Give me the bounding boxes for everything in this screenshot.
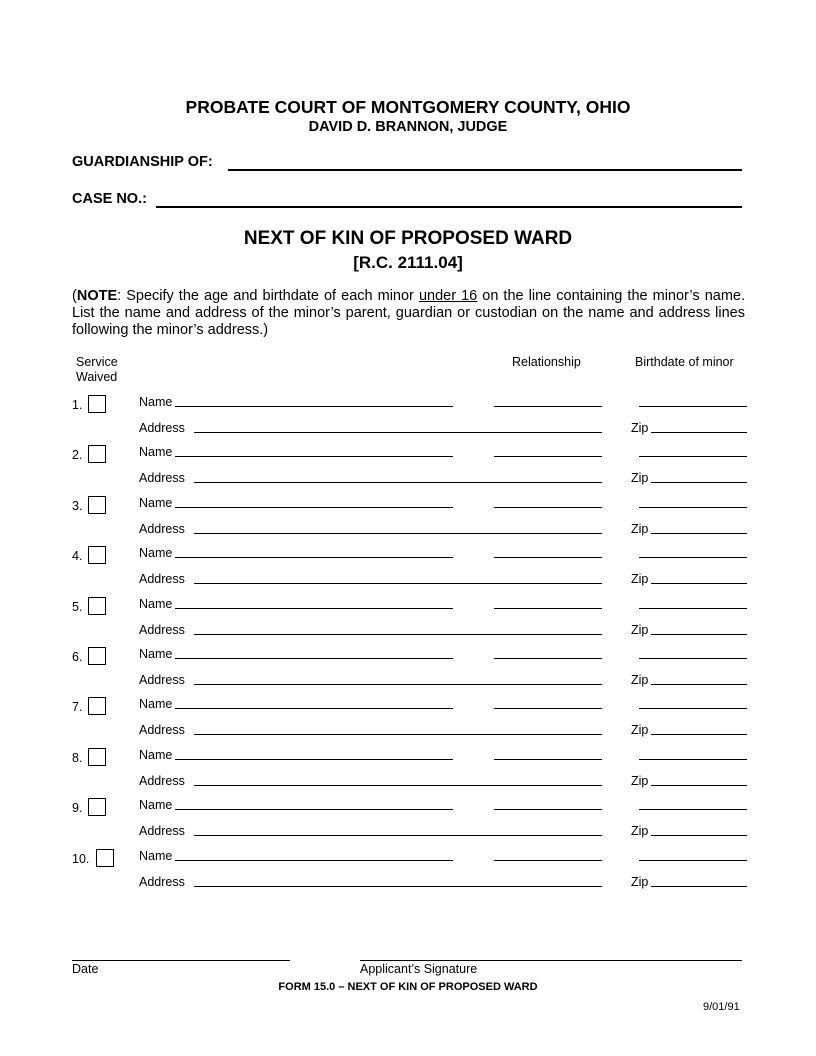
zip-input-line[interactable] [651, 734, 747, 735]
name-label: Name [139, 747, 173, 762]
name-label: Name [139, 596, 173, 611]
zip-input-line[interactable] [651, 835, 747, 836]
address-input-line[interactable] [194, 886, 602, 887]
judge-name: DAVID D. BRANNON, JUDGE [308, 119, 508, 135]
relationship-input-line[interactable] [494, 708, 602, 709]
address-label: Address [139, 421, 185, 435]
birthdate-input-line[interactable] [639, 608, 747, 609]
instructions-note: (NOTE: Specify the age and birthdate of each minor under 16 on the line containing the minor’s name. List the name and address of the minor’s parent, guardian or custodian on the name and address lines following the minor’s address.) [72, 288, 745, 338]
service-waived-header: Service Waived [76, 355, 118, 384]
name-label: Name [139, 395, 173, 409]
zip-input-line[interactable] [651, 583, 747, 584]
address-label: Address [139, 723, 185, 738]
name-input-line[interactable] [175, 759, 453, 760]
address-label: Address [139, 773, 185, 788]
form-identifier: FORM 15.0 – NEXT OF KIN OF PROPOSED WARD [278, 981, 538, 993]
relationship-input-line[interactable] [494, 557, 602, 558]
case-number-label: CASE NO.: [72, 191, 147, 207]
zip-input-line[interactable] [651, 432, 747, 433]
statute-citation: [R.C. 2111.04] [353, 253, 463, 272]
birthdate-input-line[interactable] [639, 507, 747, 508]
date-line[interactable] [72, 960, 290, 961]
revision-date: 9/01/91 [703, 1001, 740, 1013]
zip-input-line[interactable] [651, 886, 747, 887]
entry-number: 7. [72, 700, 83, 715]
address-input-line[interactable] [194, 785, 602, 786]
birthdate-input-line[interactable] [639, 658, 747, 659]
service-waived-checkbox[interactable] [88, 647, 106, 665]
name-input-line[interactable] [175, 608, 453, 609]
birthdate-input-line[interactable] [639, 708, 747, 709]
signature-label: Applicant’s Signature [360, 962, 478, 976]
address-input-line[interactable] [194, 432, 602, 433]
name-label: Name [139, 495, 173, 510]
entry-number: 1. [72, 398, 83, 412]
birthdate-input-line[interactable] [639, 860, 747, 861]
address-label: Address [139, 874, 185, 889]
service-waived-checkbox[interactable] [88, 496, 106, 514]
birthdate-input-line[interactable] [639, 809, 747, 810]
zip-label: Zip [631, 572, 649, 587]
entry-number: 10. [72, 851, 90, 866]
service-waived-checkbox[interactable] [96, 849, 114, 867]
relationship-input-line[interactable] [494, 507, 602, 508]
birthdate-header: Birthdate of minor [635, 355, 734, 369]
relationship-input-line[interactable] [494, 759, 602, 760]
relationship-input-line[interactable] [494, 456, 602, 457]
relationship-input-line[interactable] [494, 860, 602, 861]
zip-label: Zip [631, 421, 649, 435]
relationship-input-line[interactable] [494, 809, 602, 810]
address-label: Address [139, 824, 185, 839]
note-underlined-text: under 16 [418, 288, 478, 304]
birthdate-input-line[interactable] [639, 557, 747, 558]
entry-number: 5. [72, 599, 83, 614]
entry-number: 4. [72, 549, 83, 564]
address-input-line[interactable] [194, 734, 602, 735]
service-waived-checkbox[interactable] [88, 748, 106, 766]
name-input-line[interactable] [175, 658, 453, 659]
service-waived-checkbox[interactable] [88, 445, 106, 463]
address-input-line[interactable] [194, 835, 602, 836]
zip-label: Zip [631, 622, 649, 637]
name-label: Name [139, 697, 173, 712]
name-label: Name [139, 647, 173, 661]
entry-number: 8. [72, 750, 83, 765]
guardianship-label: GUARDIANSHIP OF: [72, 154, 213, 170]
guardianship-input-line[interactable] [228, 169, 742, 171]
form-title: NEXT OF KIN OF PROPOSED WARD [243, 228, 573, 249]
address-input-line[interactable] [194, 684, 602, 685]
relationship-input-line[interactable] [494, 658, 602, 659]
entry-number: 3. [72, 498, 83, 513]
zip-label: Zip [631, 521, 649, 536]
entry-number: 9. [72, 801, 83, 816]
relationship-header: Relationship [512, 355, 581, 369]
note-label: NOTE [76, 288, 118, 304]
court-name: PROBATE COURT OF MONTGOMERY COUNTY, OHIO [185, 97, 631, 117]
name-label: Name [139, 445, 173, 460]
entry-number: 2. [72, 448, 83, 463]
relationship-input-line[interactable] [494, 608, 602, 609]
zip-input-line[interactable] [651, 533, 747, 534]
name-input-line[interactable] [175, 456, 453, 457]
service-waived-checkbox[interactable] [88, 697, 106, 715]
name-input-line[interactable] [175, 507, 453, 508]
zip-input-line[interactable] [651, 785, 747, 786]
zip-label: Zip [631, 723, 649, 738]
zip-input-line[interactable] [651, 634, 747, 635]
case-number-input-line[interactable] [156, 206, 742, 208]
address-label: Address [139, 521, 185, 536]
zip-input-line[interactable] [651, 482, 747, 483]
name-input-line[interactable] [175, 809, 453, 810]
date-label: Date [72, 962, 99, 976]
name-label: Name [139, 546, 173, 561]
service-waived-checkbox[interactable] [88, 395, 106, 413]
service-waived-checkbox[interactable] [88, 546, 106, 564]
zip-input-line[interactable] [651, 684, 747, 685]
zip-label: Zip [631, 673, 649, 687]
zip-label: Zip [631, 824, 649, 839]
address-label: Address [139, 471, 185, 486]
name-input-line[interactable] [175, 708, 453, 709]
relationship-input-line[interactable] [494, 406, 602, 407]
address-input-line[interactable] [194, 583, 602, 584]
address-input-line[interactable] [194, 482, 602, 483]
birthdate-input-line[interactable] [639, 456, 747, 457]
name-input-line[interactable] [175, 406, 453, 407]
name-input-line[interactable] [175, 557, 453, 558]
address-label: Address [139, 622, 185, 637]
zip-label: Zip [631, 471, 649, 486]
address-input-line[interactable] [194, 533, 602, 534]
birthdate-input-line[interactable] [639, 759, 747, 760]
address-input-line[interactable] [194, 634, 602, 635]
service-waived-checkbox[interactable] [88, 597, 106, 615]
name-label: Name [139, 798, 173, 813]
name-label: Name [139, 848, 173, 863]
service-waived-checkbox[interactable] [88, 798, 106, 816]
birthdate-input-line[interactable] [639, 406, 747, 407]
zip-label: Zip [631, 773, 649, 788]
entry-number: 6. [72, 650, 83, 664]
signature-line[interactable] [360, 960, 742, 961]
zip-label: Zip [631, 874, 649, 889]
address-label: Address [139, 673, 185, 687]
name-input-line[interactable] [175, 860, 453, 861]
address-label: Address [139, 572, 185, 587]
